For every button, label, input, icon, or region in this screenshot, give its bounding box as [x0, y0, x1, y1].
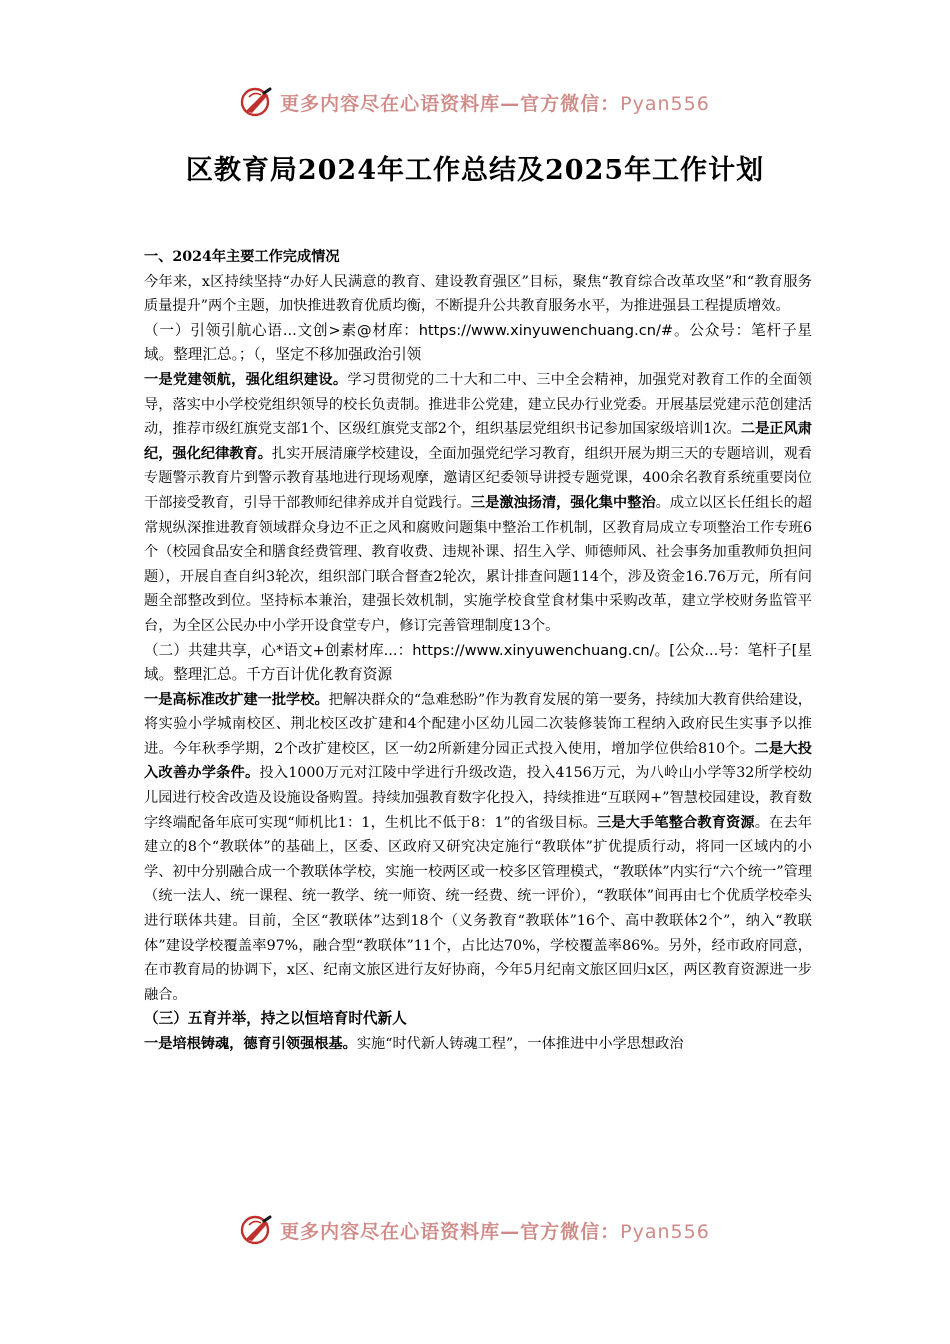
paragraph-resources: 一是高标准改扩建一批学校。把解决群众的“急难愁盼”作为教育发展的第一要务，持续加大教育供给建设，将实验小学城南校区、荆北校区改扩建和4个配建小区幼儿园二次装修装饰工程纳入政府民生实事予以推进。今年秋季学期，2个改扩建校区，区一幼2所新建分园正式投入使用，增加学位供给810个。二是大投入改善办学条件。投入1000万元对江陵中学进行升级改造，投入4156万元，为八岭山小学等32所学校幼儿园进行校舍改造及设施设备购置。持续加强教育数字化投入，持续推进“互联网+”智慧校园建设，教育数字终端配备年底可实现“师机比1：1，生机比不低于8：1”的省级目标。三是大手笔整合教育资源。在去年建立的8个“教联体”的基础上，区委、区政府又研究决定施行“教联体”扩优提质行动，将同一区域内的小学、初中分别融合成一个教联体学校，实施一校两区或一校多区管理模式，“教联体”内实行“六个统一”管理（统一法人、统一课程、统一教学、统一师资、统一经费、统一评价），“教联体”间再由七个优质学校牵头进行联体共建。目前，全区“教联体”达到18个（义务教育“教联体”16个、高中教联体2个”，纳入“教联体”建设学校覆盖率97%，融合型“教联体”11个，占比达70%，学校覆盖率86%。另外，经市政府同意，在市教育局的协调下，x区、纪南文旅区进行友好协商，今年5月纪南文旅区回归x区，两区教育资源进一步融合。 — [144, 691, 812, 1003]
paragraph-party-building: 一是党建领航，强化组织建设。学习贯彻党的二十大和二中、三中全会精神，加强党对教育工作的全面领导，落实中小学校党组织领导的校长负责制。推进非公党建，建立民办行业党委。开展基层党建示范创建活动，推荐市级红旗党支部1个、区级红旗党支部2个，组织基层党组织书记参加国家级培训1次。二是正风肃纪，强化纪律教育。扎实开展清廉学校建设，全面加强党纪学习教育，组织开展为期三天的专题培训，观看专题警示教育片到警示教育基地进行现场观摩，邀请区纪委领导讲授专题党课，400余名教育系统重要岗位干部接受教育，引导干部教师纪律养成并自觉践行。三是激浊扬清，强化集中整治。成立以区长任组长的超常规纵深推进教育领域群众身边不正之风和腐败问题集中整治工作机制，区教育局成立专项整治工作专班6个（校园食品安全和膳食经费管理、教育收费、违规补课、招生入学、师德师风、社会事务加重教师负担问题），开展自查自纠3轮次，组织部门联合督查2轮次，累计排查问题114个，涉及资金16.76万元，所有问题全部整改到位。坚持标本兼治，建强长效机制，实施学校食堂食材集中采购改革，建立学校财务监管平台，为全区公民办中小学开设食堂专户，修订完善管理制度13个。 — [144, 371, 812, 634]
wechat-id: Pyan556 — [620, 1220, 710, 1243]
banner-text: 更多内容尽在心语资料库—官方微信：Pyan556 — [280, 92, 710, 115]
header-banner — [0, 82, 950, 122]
section-heading: 一、2024年主要工作完成情况 — [144, 249, 340, 265]
document-body — [144, 245, 812, 1057]
paragraph-moral-education: 一是培根铸魂，德育引领强根基。实施“时代新人铸魂工程”，一体推进中小学思想政治 — [144, 1036, 684, 1052]
subsection-heading-2: （二）共建共享，心*语文+创素材库...：https://www.xinyuwenchuang.cn/。[公众...号：笔杆子[星域。整理汇总。千方百计优化教育资源 — [144, 641, 812, 684]
pen-logo-icon — [240, 1213, 274, 1247]
wechat-id: Pyan556 — [620, 92, 710, 115]
lead-phrase: 一是培根铸魂，德育引领强根基。 — [144, 1036, 357, 1052]
subsection-heading-3: （三）五育并举，持之以恒培育时代新人 — [144, 1010, 407, 1028]
banner-text: 更多内容尽在心语资料库—官方微信：Pyan556 — [280, 1220, 710, 1243]
document-title: 区教育局2024年工作总结及2025年工作计划 — [185, 155, 765, 186]
lead-phrase: 三是激浊扬清，强化集中整治 — [470, 494, 656, 511]
subsection-heading-1: （一）引领引航心语...文创>素@材库：https://www.xinyuwenchuang.cn/#。公众号：笔杆子星域。整理汇总。；（，坚定不移加强政治引领 — [144, 321, 812, 364]
lead-phrase: 一是党建领航，强化组织建设。 — [144, 371, 348, 388]
intro-paragraph: 今年来，x区持续坚持“办好人民满意的教育、建设教育强区”目标，聚焦“教育综合改革攻坚”和“教育服务质量提升”两个主题，加快推进教育优质均衡，不断提升公共教育服务水平，为推进强县工程提质增效。 — [144, 273, 812, 315]
lead-phrase: 三是大手笔整合教育资源 — [596, 814, 755, 831]
lead-phrase: 二是正风肃纪，强化纪律教育。 — [144, 421, 812, 462]
lead-phrase: 二是大投入改善办学条件。 — [144, 740, 812, 782]
lead-phrase: 一是高标准改扩建一批学校。 — [144, 691, 329, 708]
footer-banner — [0, 1210, 950, 1250]
pen-logo-icon — [240, 85, 274, 119]
